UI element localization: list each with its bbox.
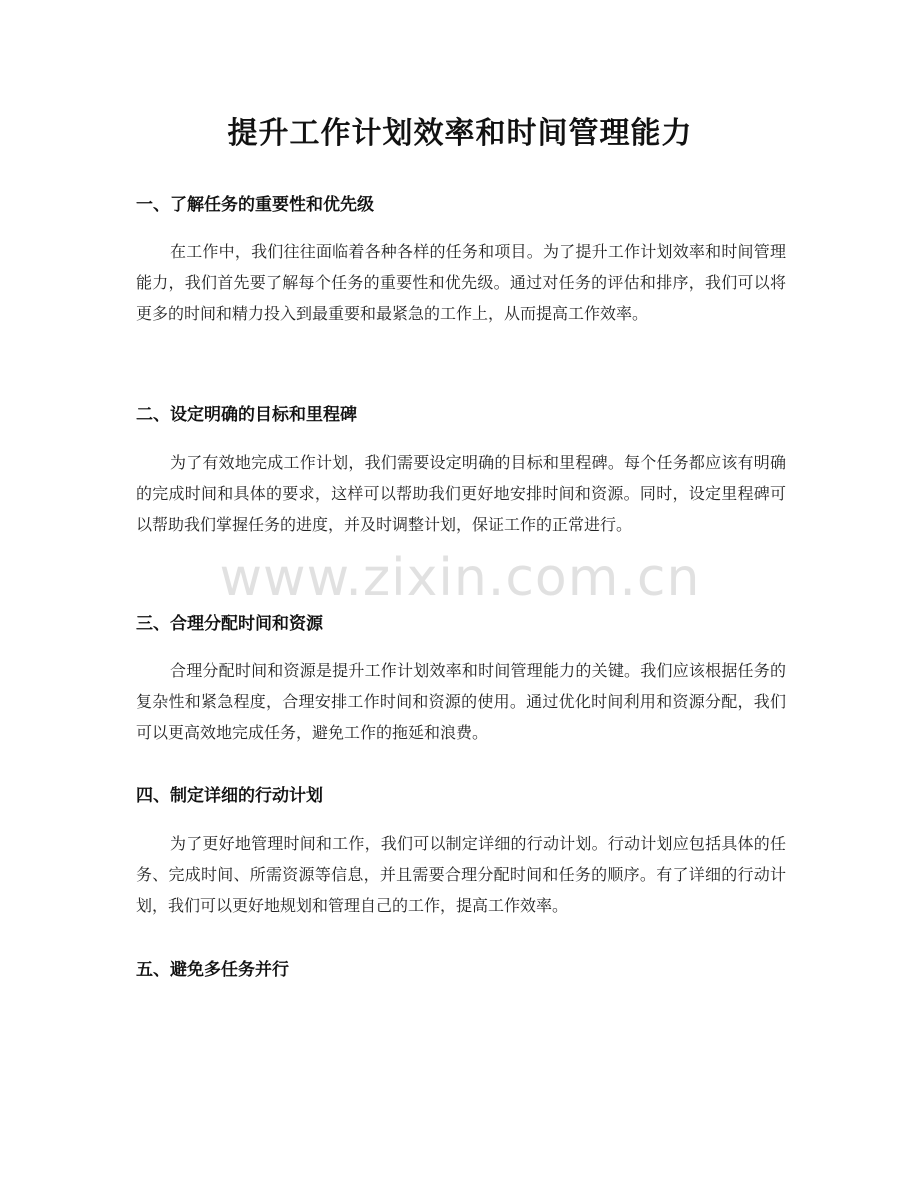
document-title: 提升工作计划效率和时间管理能力	[227, 116, 693, 151]
section-paragraph-1: 在工作中，我们往往面临着各种各样的任务和项目。为了提升工作计划效率和时间管理能力，我们首先要了解每个任务的重要性和优先级。通过对任务的评估和排序，我们可以将更多的时间和精力投入到最重要和最紧急的工作上，从而提高工作效率。	[136, 242, 786, 323]
section-paragraph-4: 为了更好地管理时间和工作，我们可以制定详细的行动计划。行动计划应包括具体的任务、完成时间、所需资源等信息，并且需要合理分配时间和任务的顺序。有了详细的行动计划，我们可以更好地规划和管理自己的工作，提高工作效率。	[136, 834, 786, 915]
section-heading-4: 四、制定详细的行动计划	[136, 786, 323, 806]
section-paragraph-3: 合理分配时间和资源是提升工作计划效率和时间管理能力的关键。我们应该根据任务的复杂性和紧急程度，合理安排工作时间和资源的使用。通过优化时间利用和资源分配，我们可以更高效地完成任务，避免工作的拖延和浪费。	[136, 661, 786, 742]
section-heading-1: 一、了解任务的重要性和优先级	[136, 195, 374, 215]
section-heading-5: 五、避免多任务并行	[136, 960, 289, 980]
watermark: www.zixin.com.cn	[219, 548, 701, 608]
section-paragraph-2: 为了有效地完成工作计划，我们需要设定明确的目标和里程碑。每个任务都应该有明确的完成时间和具体的要求，这样可以帮助我们更好地安排时间和资源。同时，设定里程碑可以帮助我们掌握任务的进度，并及时调整计划，保证工作的正常进行。	[136, 453, 786, 534]
section-heading-2: 二、设定明确的目标和里程碑	[136, 405, 357, 425]
section-heading-3: 三、合理分配时间和资源	[136, 614, 323, 634]
